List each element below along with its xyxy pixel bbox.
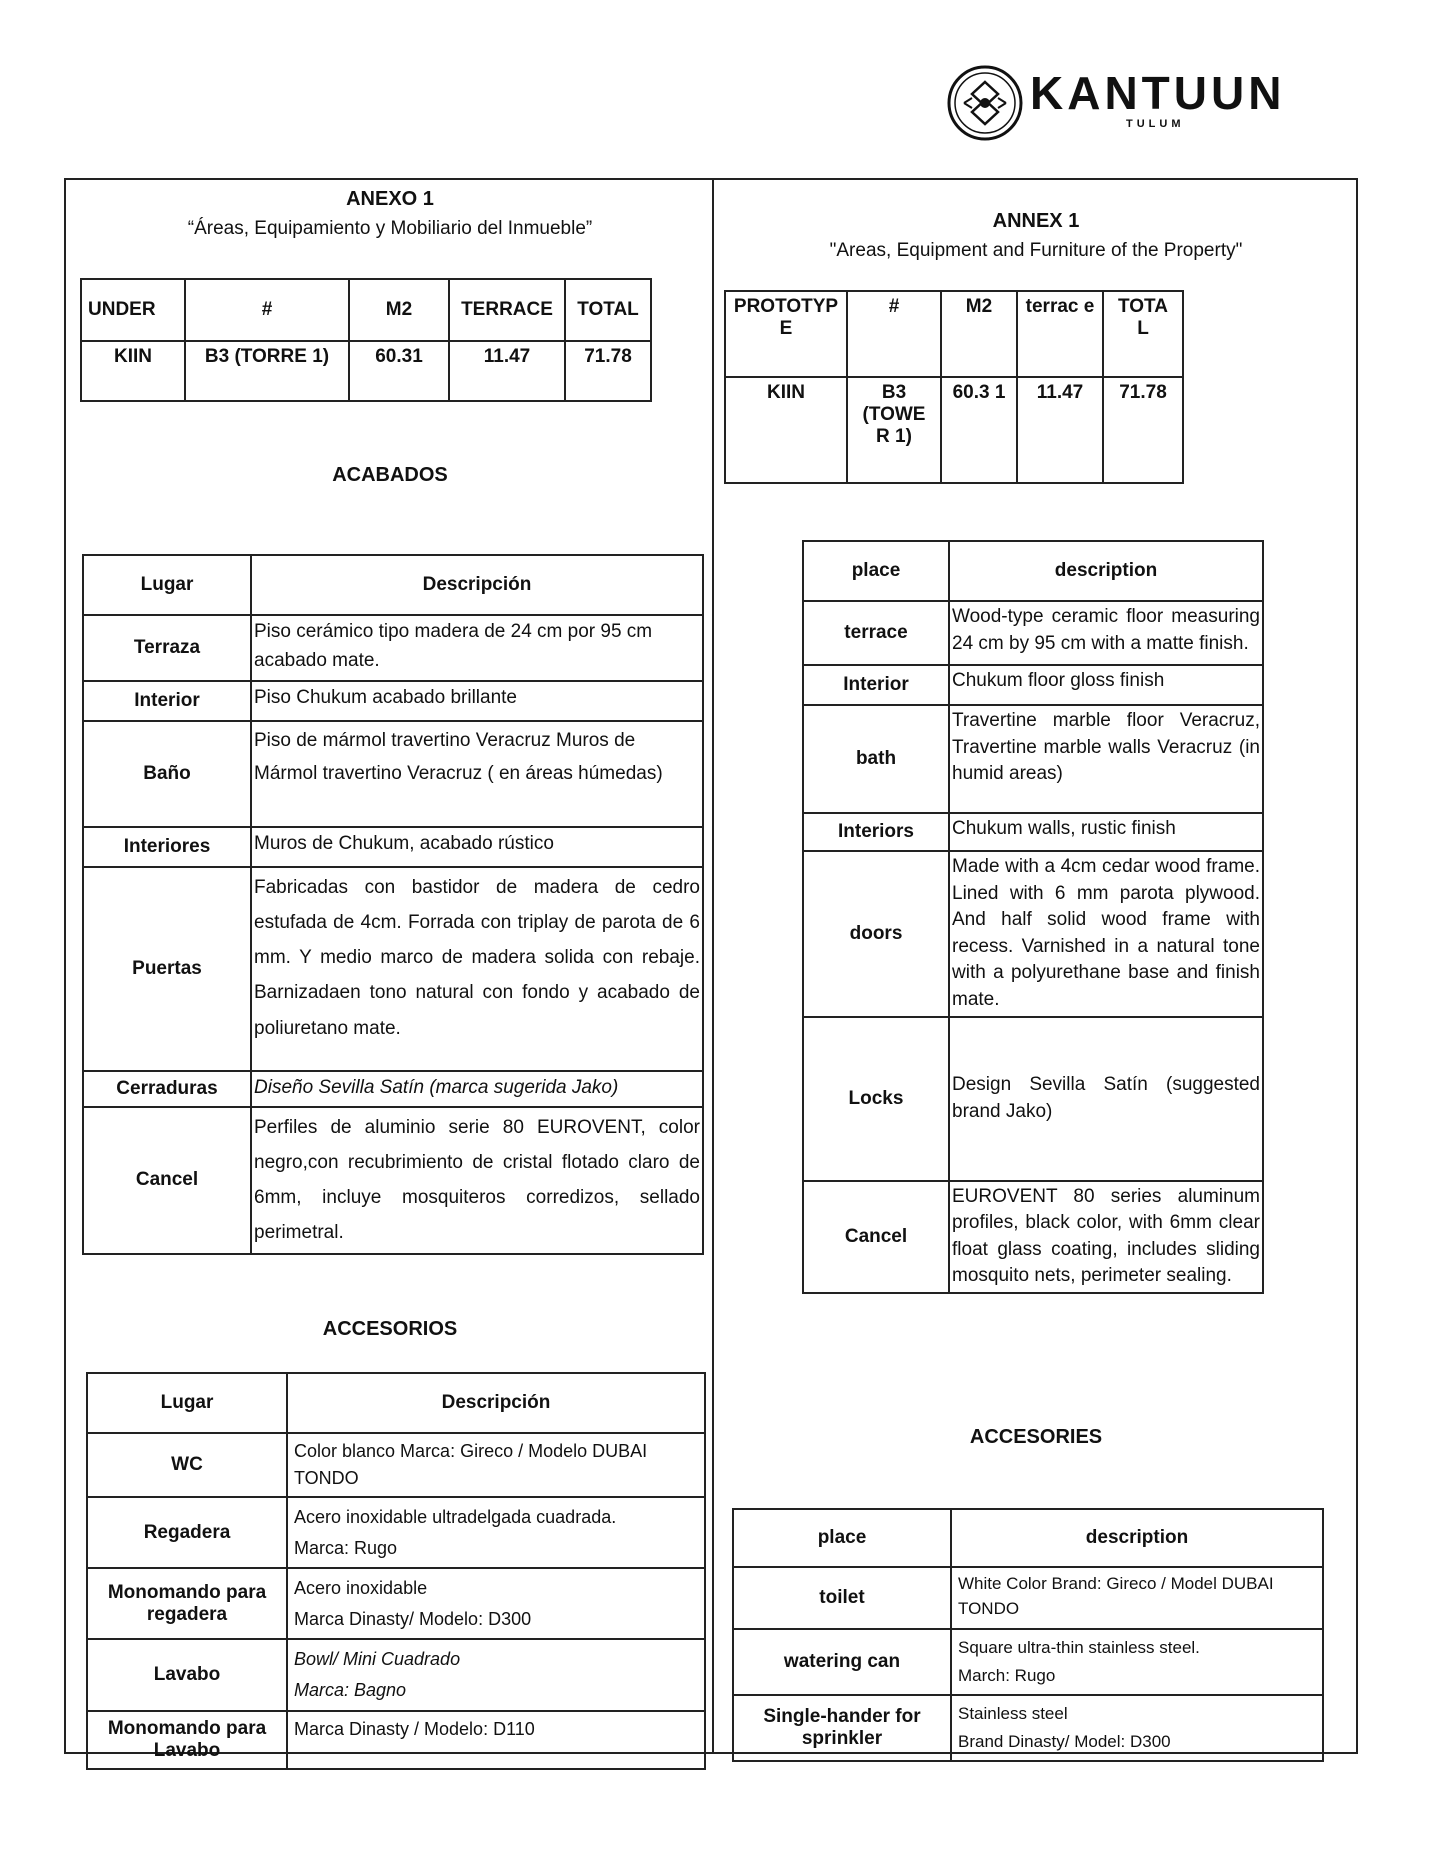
en-accessory-line1: White Color Brand: Gireco / Model DUBAI [958,1574,1274,1593]
es-accessory-line1: Acero inoxidable [294,1578,428,1599]
en-finish-place: Locks [803,1017,949,1181]
column-divider [712,180,714,1752]
es-finish-desc: Piso de mármol travertino Veracruz Muros de Mármol travertino Veracruz ( en áreas húmedas) [251,721,703,827]
es-unit-header: # [185,279,349,341]
es-finish-place: Interiores [83,827,251,867]
en-accessories-title: ACCESORIES [969,1426,1103,1448]
es-finish-desc: Piso Chukum acabado brillante [251,681,703,721]
es-unit-table [80,278,652,402]
es-finish-desc: Muros de Chukum, acabado rústico [251,827,703,867]
en-finish-desc: Travertine marble floor Veracruz, Travertine marble walls Veracruz (in humid areas) [949,705,1263,813]
es-finish-place: Cerraduras [83,1071,251,1107]
es-accessories-table [86,1372,706,1770]
en-accessory-line2: March: Rugo [958,1666,1056,1686]
es-accessories-title: ACCESORIOS [322,1318,458,1340]
es-accessories-header: Lugar [87,1373,287,1433]
es-accessories-header: Descripción [287,1373,705,1433]
en-accessory-place: toilet [733,1567,951,1629]
es-unit-cell: 11.47 [449,341,565,401]
es-accessory-place: Lavabo [87,1639,287,1710]
es-unit-cell: 71.78 [565,341,651,401]
en-unit-cell: 60.3 1 [941,377,1017,483]
es-accessory-line2: TONDO [294,1468,359,1488]
en-finish-place: bath [803,705,949,813]
es-accessory-place: Monomando para regadera [87,1568,287,1639]
en-unit-cell: 11.47 [1017,377,1103,483]
es-unit-header: M2 [349,279,449,341]
en-finish-desc: Wood-type ceramic floor measuring 24 cm by 95 cm with a matte finish. [949,601,1263,665]
en-finish-place: Interior [803,665,949,705]
en-accessory-line1: Stainless steel [958,1704,1068,1724]
en-finish-desc: Made with a 4cm cedar wood frame. Lined with 6 mm parota plywood. And half solid wood frame with recess. Varnished in a natural tone with a polyurethane base and finish mate. [949,851,1263,1017]
en-unit-header: # [847,291,941,377]
en-unit-header: PROTOTYP E [725,291,847,377]
en-finishes-table [802,540,1264,1294]
es-finish-place: Terraza [83,615,251,681]
en-finish-desc: Chukum floor gloss finish [949,665,1263,705]
en-accessory-line2: Brand Dinasty/ Model: D300 [958,1732,1171,1752]
en-finish-place: Interiors [803,813,949,851]
en-accessory-place: watering can [733,1629,951,1695]
es-accessory-line1: Acero inoxidable ultradelgada cuadrada. [294,1507,617,1527]
en-unit-header: terrac e [1017,291,1103,377]
es-finish-place: Interior [83,681,251,721]
en-finish-desc: Design Sevilla Satín (suggested brand Jako) [949,1017,1263,1181]
es-finish-place: Cancel [83,1107,251,1254]
es-subtitle: “Áreas, Equipamiento y Mobiliario del Inmueble” [187,218,593,239]
en-accessory-line2: TONDO [958,1598,1020,1618]
en-accessories-table [732,1508,1324,1762]
en-accessory-line1: Square ultra-thin stainless steel. [958,1638,1200,1657]
en-accessories-header: description [951,1509,1323,1567]
es-accessory-line2: Marca: Bagno [294,1679,407,1700]
es-unit-header: TOTAL [565,279,651,341]
es-accessory-place: Monomando para Lavabo [87,1711,287,1769]
es-finish-desc: Fabricadas con bastidor de madera de cedro estufada de 4cm. Forrada con triplay de parota de 6 mm. Y medio marco de madera solida con rebaje. Barnizadaen tono natural con fondo y acabado de poliuretano mate. [251,867,703,1071]
es-finish-place: Puertas [83,867,251,1071]
es-accessory-line2: Marca: Rugo [294,1537,398,1558]
brand-name: KANTUUN [1030,67,1286,119]
en-unit-cell: 71.78 [1103,377,1183,483]
en-finish-desc: EUROVENT 80 series aluminum profiles, black color, with 6mm clear float glass coating, includes sliding mosquito nets, perimeter sealing. [949,1181,1263,1293]
en-unit-header: M2 [941,291,1017,377]
en-unit-cell: B3 (TOWE R 1) [847,377,941,483]
es-finish-place: Baño [83,721,251,827]
es-accessory-place: WC [87,1433,287,1497]
en-unit-table [724,290,1184,484]
en-finish-desc: Chukum walls, rustic finish [949,813,1263,851]
brand-sub: TULUM [1126,118,1185,130]
es-finishes-header: Lugar [83,555,251,615]
en-accessory-place: Single-hander for sprinkler [733,1695,951,1761]
en-subtitle: "Areas, Equipment and Furniture of the Property" [829,240,1243,261]
es-unit-header: TERRACE [449,279,565,341]
es-accessory-line1: Marca Dinasty / Modelo: D110 [294,1718,535,1739]
en-finish-place: terrace [803,601,949,665]
es-accessory-place: Regadera [87,1497,287,1568]
es-unit-cell: KIIN [81,341,185,401]
en-unit-header: TOTA L [1103,291,1183,377]
es-title: ANEXO 1 [346,188,434,210]
es-accessory-line1: Bowl/ Mini Cuadrado [294,1649,461,1670]
es-accessory-line2: Marca Dinasty/ Modelo: D300 [294,1608,532,1629]
en-finishes-header: description [949,541,1263,601]
es-unit-cell: 60.31 [349,341,449,401]
es-finishes-header: Descripción [251,555,703,615]
es-unit-cell: B3 (TORRE 1) [185,341,349,401]
es-finish-desc: Diseño Sevilla Satín (marca sugerida Jako) [251,1071,703,1107]
en-title: ANNEX 1 [992,210,1080,232]
es-accessory-line1: Color blanco Marca: Gireco / Modelo DUBAI [294,1441,648,1461]
es-finish-desc: Piso cerámico tipo madera de 24 cm por 95 cm acabado mate. [251,615,703,681]
en-finish-place: doors [803,851,949,1017]
es-finishes-table [82,554,704,1255]
en-finish-place: Cancel [803,1181,949,1293]
es-finishes-title: ACABADOS [332,464,448,486]
en-unit-cell: KIIN [725,377,847,483]
en-finishes-header: place [803,541,949,601]
kantuun-logo-icon [946,64,1024,142]
es-unit-header: UNDER [81,279,185,341]
es-finish-desc: Perfiles de aluminio serie 80 EUROVENT, color negro,con recubrimiento de cristal flotado claro de 6mm, incluye mosquiteros corredizos, sellado perimetral. [251,1107,703,1254]
en-accessories-header: place [733,1509,951,1567]
